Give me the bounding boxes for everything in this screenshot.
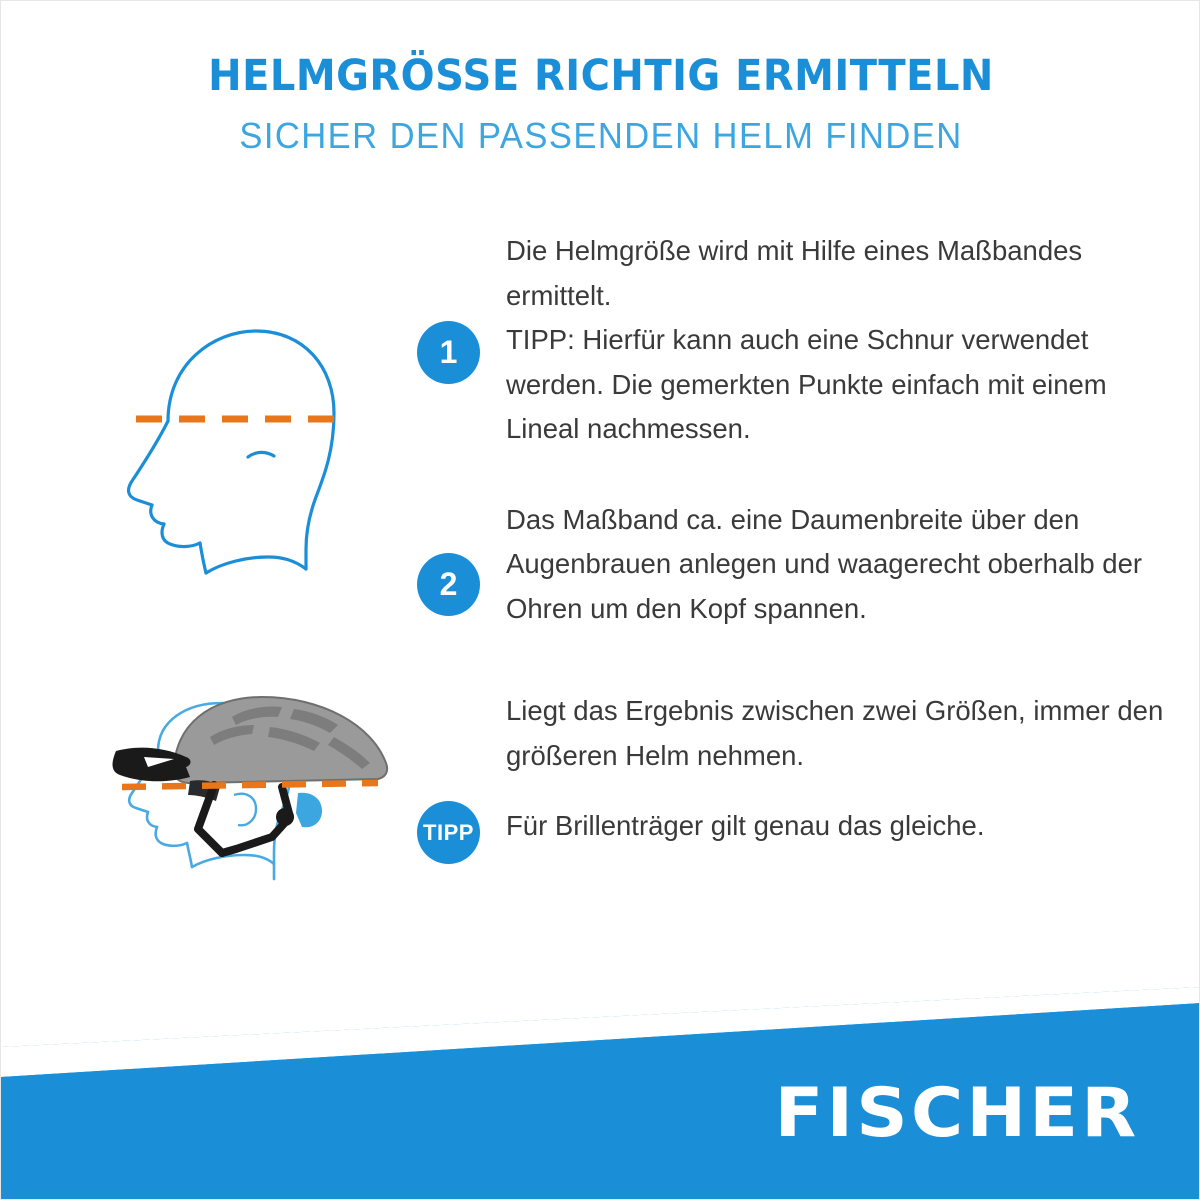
step-paragraph: Das Maßband ca. eine Daumenbreite über den Augenbrauen anlegen und waagerecht oberhalb der Ohren um den Kopf spannen. xyxy=(506,503,1143,624)
header xyxy=(1,53,1200,156)
step-badge-tipp: TIPP xyxy=(417,801,480,864)
step-item xyxy=(391,689,1181,864)
step-item xyxy=(391,498,1181,632)
step-paragraph: Liegt das Ergebnis zwischen zwei Größen, immer den größeren Helm nehmen. xyxy=(506,695,1164,771)
step-badge-2: 2 xyxy=(417,553,480,616)
step-paragraph: TIPP: Hierfür kann auch eine Schnur verwendet werden. Die gemerkten Punkte einfach mit einem Lineal nachmessen. xyxy=(506,324,1107,445)
head-profile-illustration xyxy=(96,301,386,591)
brand-logo: FISCHER xyxy=(774,1074,1139,1153)
steps-list xyxy=(391,229,1181,882)
page-subtitle: SICHER DEN PASSENDEN HELM FINDEN xyxy=(239,115,963,157)
step-paragraph: Die Helmgröße wird mit Hilfe eines Maßbandes ermittelt. xyxy=(506,235,1083,311)
step-badge-container xyxy=(391,801,506,864)
step-text xyxy=(506,689,1181,849)
helmet-profile-illustration xyxy=(86,641,406,901)
step-badge-container xyxy=(391,553,506,616)
footer xyxy=(1,987,1200,1199)
page-title: HELMGRÖSSE RICHTIG ERMITTELN xyxy=(208,51,994,101)
step-badge-container xyxy=(391,321,506,384)
step-paragraph: Für Brillenträger gilt genau das gleiche. xyxy=(506,810,985,842)
step-item xyxy=(391,229,1181,452)
step-text xyxy=(506,498,1181,632)
step-text xyxy=(506,229,1181,452)
step-badge-1: 1 xyxy=(417,321,480,384)
